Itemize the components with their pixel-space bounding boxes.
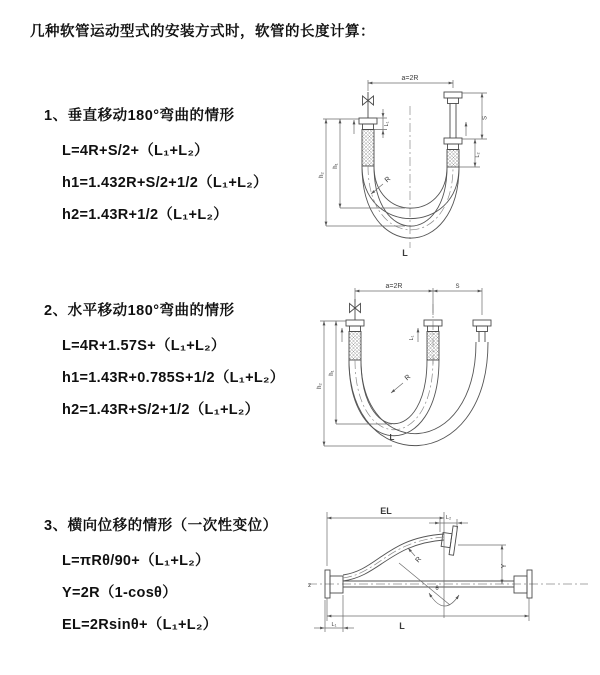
dim-label-el: EL — [380, 506, 392, 516]
formula-length: L=4R+1.57S+（L₁+L₂） — [62, 338, 226, 354]
section-1-heading: 1、垂直移动180°弯曲的情形 — [44, 108, 235, 124]
dimension-y — [458, 545, 508, 584]
dim-label-l1: L₁ — [331, 622, 337, 628]
dim-label-h2: h₂ — [319, 172, 325, 178]
dim-label-length: L — [399, 621, 405, 631]
dim-label-radius: R — [383, 175, 393, 185]
formula-h2: h2=1.43R+1/2（L₁+L₂） — [62, 207, 229, 223]
formula-length: L=πRθ/90+（L₁+L₂） — [62, 553, 210, 569]
section-1-formulas — [62, 135, 268, 231]
section-vertical-movement — [44, 104, 268, 231]
dim-label-length: L — [389, 433, 395, 442]
diagram-horizontal-bend — [308, 278, 600, 463]
dim-label-h2: h₂ — [317, 383, 323, 389]
diagram-vertical-bend — [310, 70, 590, 262]
valve-icon — [363, 92, 374, 118]
section-horizontal-movement — [44, 299, 285, 426]
dimension-s — [433, 284, 482, 291]
dim-label-s: S — [482, 115, 489, 121]
dimension-l2 — [475, 139, 481, 167]
page-title: 几种软管运动型式的安装方式时，软管的长度计算： — [30, 24, 375, 40]
formula-h1: h1=1.43R+0.785S+1/2（L₁+L₂） — [62, 370, 285, 386]
dim-label-s: S — [455, 284, 460, 290]
dim-label-theta: θ — [435, 586, 439, 592]
hose-fitting-right — [473, 320, 491, 342]
valve-icon — [350, 299, 361, 320]
hose-s-curve — [343, 534, 444, 581]
section-3-formulas — [62, 545, 278, 641]
formula-length: L=4R+S/2+（L₁+L₂） — [62, 143, 209, 159]
formula-h2: h2=1.43R+S/2+1/2（L₁+L₂） — [62, 402, 260, 418]
formula-el: EL=2Rsinθ+（L₁+L₂） — [62, 617, 218, 633]
dimension-a2r — [355, 283, 482, 315]
dim-label-h1: h₁ — [329, 370, 335, 376]
dim-label-l1: L₁ — [384, 121, 390, 127]
dimension-length — [327, 598, 529, 631]
section-2-heading: 2、水平移动180°弯曲的情形 — [44, 303, 235, 319]
formula-y: Y=2R（1-cosθ） — [62, 585, 177, 601]
hose-curves — [349, 342, 488, 446]
dim-label-l1: L₁ — [409, 335, 415, 341]
hose-fitting-left — [346, 320, 364, 360]
geometry-construction — [399, 512, 459, 618]
dim-label-a2r: a=2R — [401, 75, 419, 82]
dim-label-l2: L₂ — [445, 515, 452, 521]
dim-label-length: L — [402, 248, 408, 258]
section-lateral-displacement — [44, 514, 278, 641]
radius-callout — [408, 548, 423, 564]
section-3-heading: 3、横向位移的情形（一次性变位） — [44, 518, 278, 534]
dim-label-y: Y — [501, 563, 508, 569]
dimension-l2 — [429, 515, 468, 532]
radius-callout — [391, 374, 412, 393]
section-2-formulas — [62, 330, 285, 426]
centerline-break-mark: z — [308, 582, 312, 589]
hose-fitting-right — [444, 92, 462, 167]
dimension-a2r — [368, 75, 453, 91]
dim-label-a2r: a=2R — [385, 283, 403, 290]
hose-fitting-middle — [424, 320, 442, 360]
diagram-lateral-displacement — [298, 498, 598, 643]
dim-label-h1: h₁ — [333, 163, 339, 169]
dim-label-l2: L₂ — [475, 152, 481, 158]
hose-curves — [362, 166, 459, 238]
formula-h1: h1=1.432R+S/2+1/2（L₁+L₂） — [62, 175, 268, 191]
dim-label-radius: R — [403, 373, 413, 383]
hose-fitting-left — [359, 118, 377, 166]
dimension-s — [459, 93, 489, 167]
dimension-l1 — [314, 595, 354, 632]
dim-label-radius: R — [414, 555, 424, 565]
